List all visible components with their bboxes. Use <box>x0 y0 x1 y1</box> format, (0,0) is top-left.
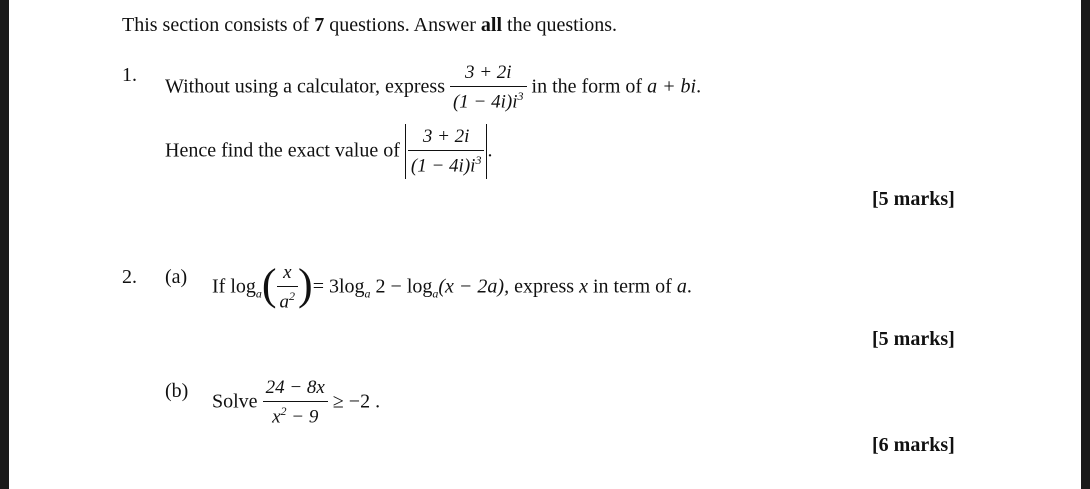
q2b-fraction: $\frac{24 - 8x}{x^2 - 9}$ <box>263 377 328 428</box>
q2b-marks: [6 marks] <box>872 434 955 456</box>
q1-mod-denominator: $(1 - 4i)i^3$ <box>410 153 482 177</box>
q1-mod-numerator: 3 + 2i <box>408 126 485 151</box>
instructions-suffix: the questions. <box>502 14 618 36</box>
q2a-equation: If $\log_a$( $\frac{x}{a^2}$ )= $3\log_a$ $2 - \log_a(x - 2a)$, express x in term of a. <box>212 259 692 313</box>
q1-modulus <box>405 124 488 179</box>
instructions-all: all <box>480 14 503 36</box>
q1-line1: Without using a calculator, express $\frac{3 + 2i}{(1 - 4i)i^3}$ in the form of a + bi. <box>165 62 702 113</box>
q1-line1-suffix: in the form of <box>531 75 643 98</box>
question-count: 7 <box>314 14 325 36</box>
q2b-label: (b) <box>165 380 189 402</box>
q2-number: 2. <box>122 266 137 288</box>
instructions-middle: questions. Answer <box>324 14 481 36</box>
q1-marks: [5 marks] <box>872 188 955 210</box>
q1-modulus-fraction <box>408 126 485 177</box>
section-instructions <box>122 14 617 37</box>
q2b-inequality: Solve $\frac{24 - 8x}{x^2 - 9}$ ≥ −2 . <box>212 377 381 428</box>
q1-line2-prefix: Hence find the exact value of <box>165 139 400 162</box>
q1-frac-numerator: 3 + 2i <box>450 62 527 87</box>
instructions-prefix: This section consists of <box>122 14 315 36</box>
right-border <box>1081 0 1090 489</box>
q2a-label: (a) <box>165 266 188 288</box>
q2a-marks: [5 marks] <box>872 328 955 350</box>
q1-fraction <box>450 62 527 113</box>
q1-form: a + bi <box>647 75 697 98</box>
left-border <box>0 0 9 489</box>
q1-number: 1. <box>122 64 137 86</box>
q1-line1-prefix: Without using a calculator, express <box>165 75 445 98</box>
q1-frac-denominator: $(1 - 4i)i^3$ <box>452 89 524 113</box>
q2a-fraction: $\frac{x}{a^2}$ <box>277 262 299 313</box>
q1-line2: Hence find the exact value of $\frac{3 + 2i}{(1 - 4i)i^3}$ . <box>165 124 492 179</box>
